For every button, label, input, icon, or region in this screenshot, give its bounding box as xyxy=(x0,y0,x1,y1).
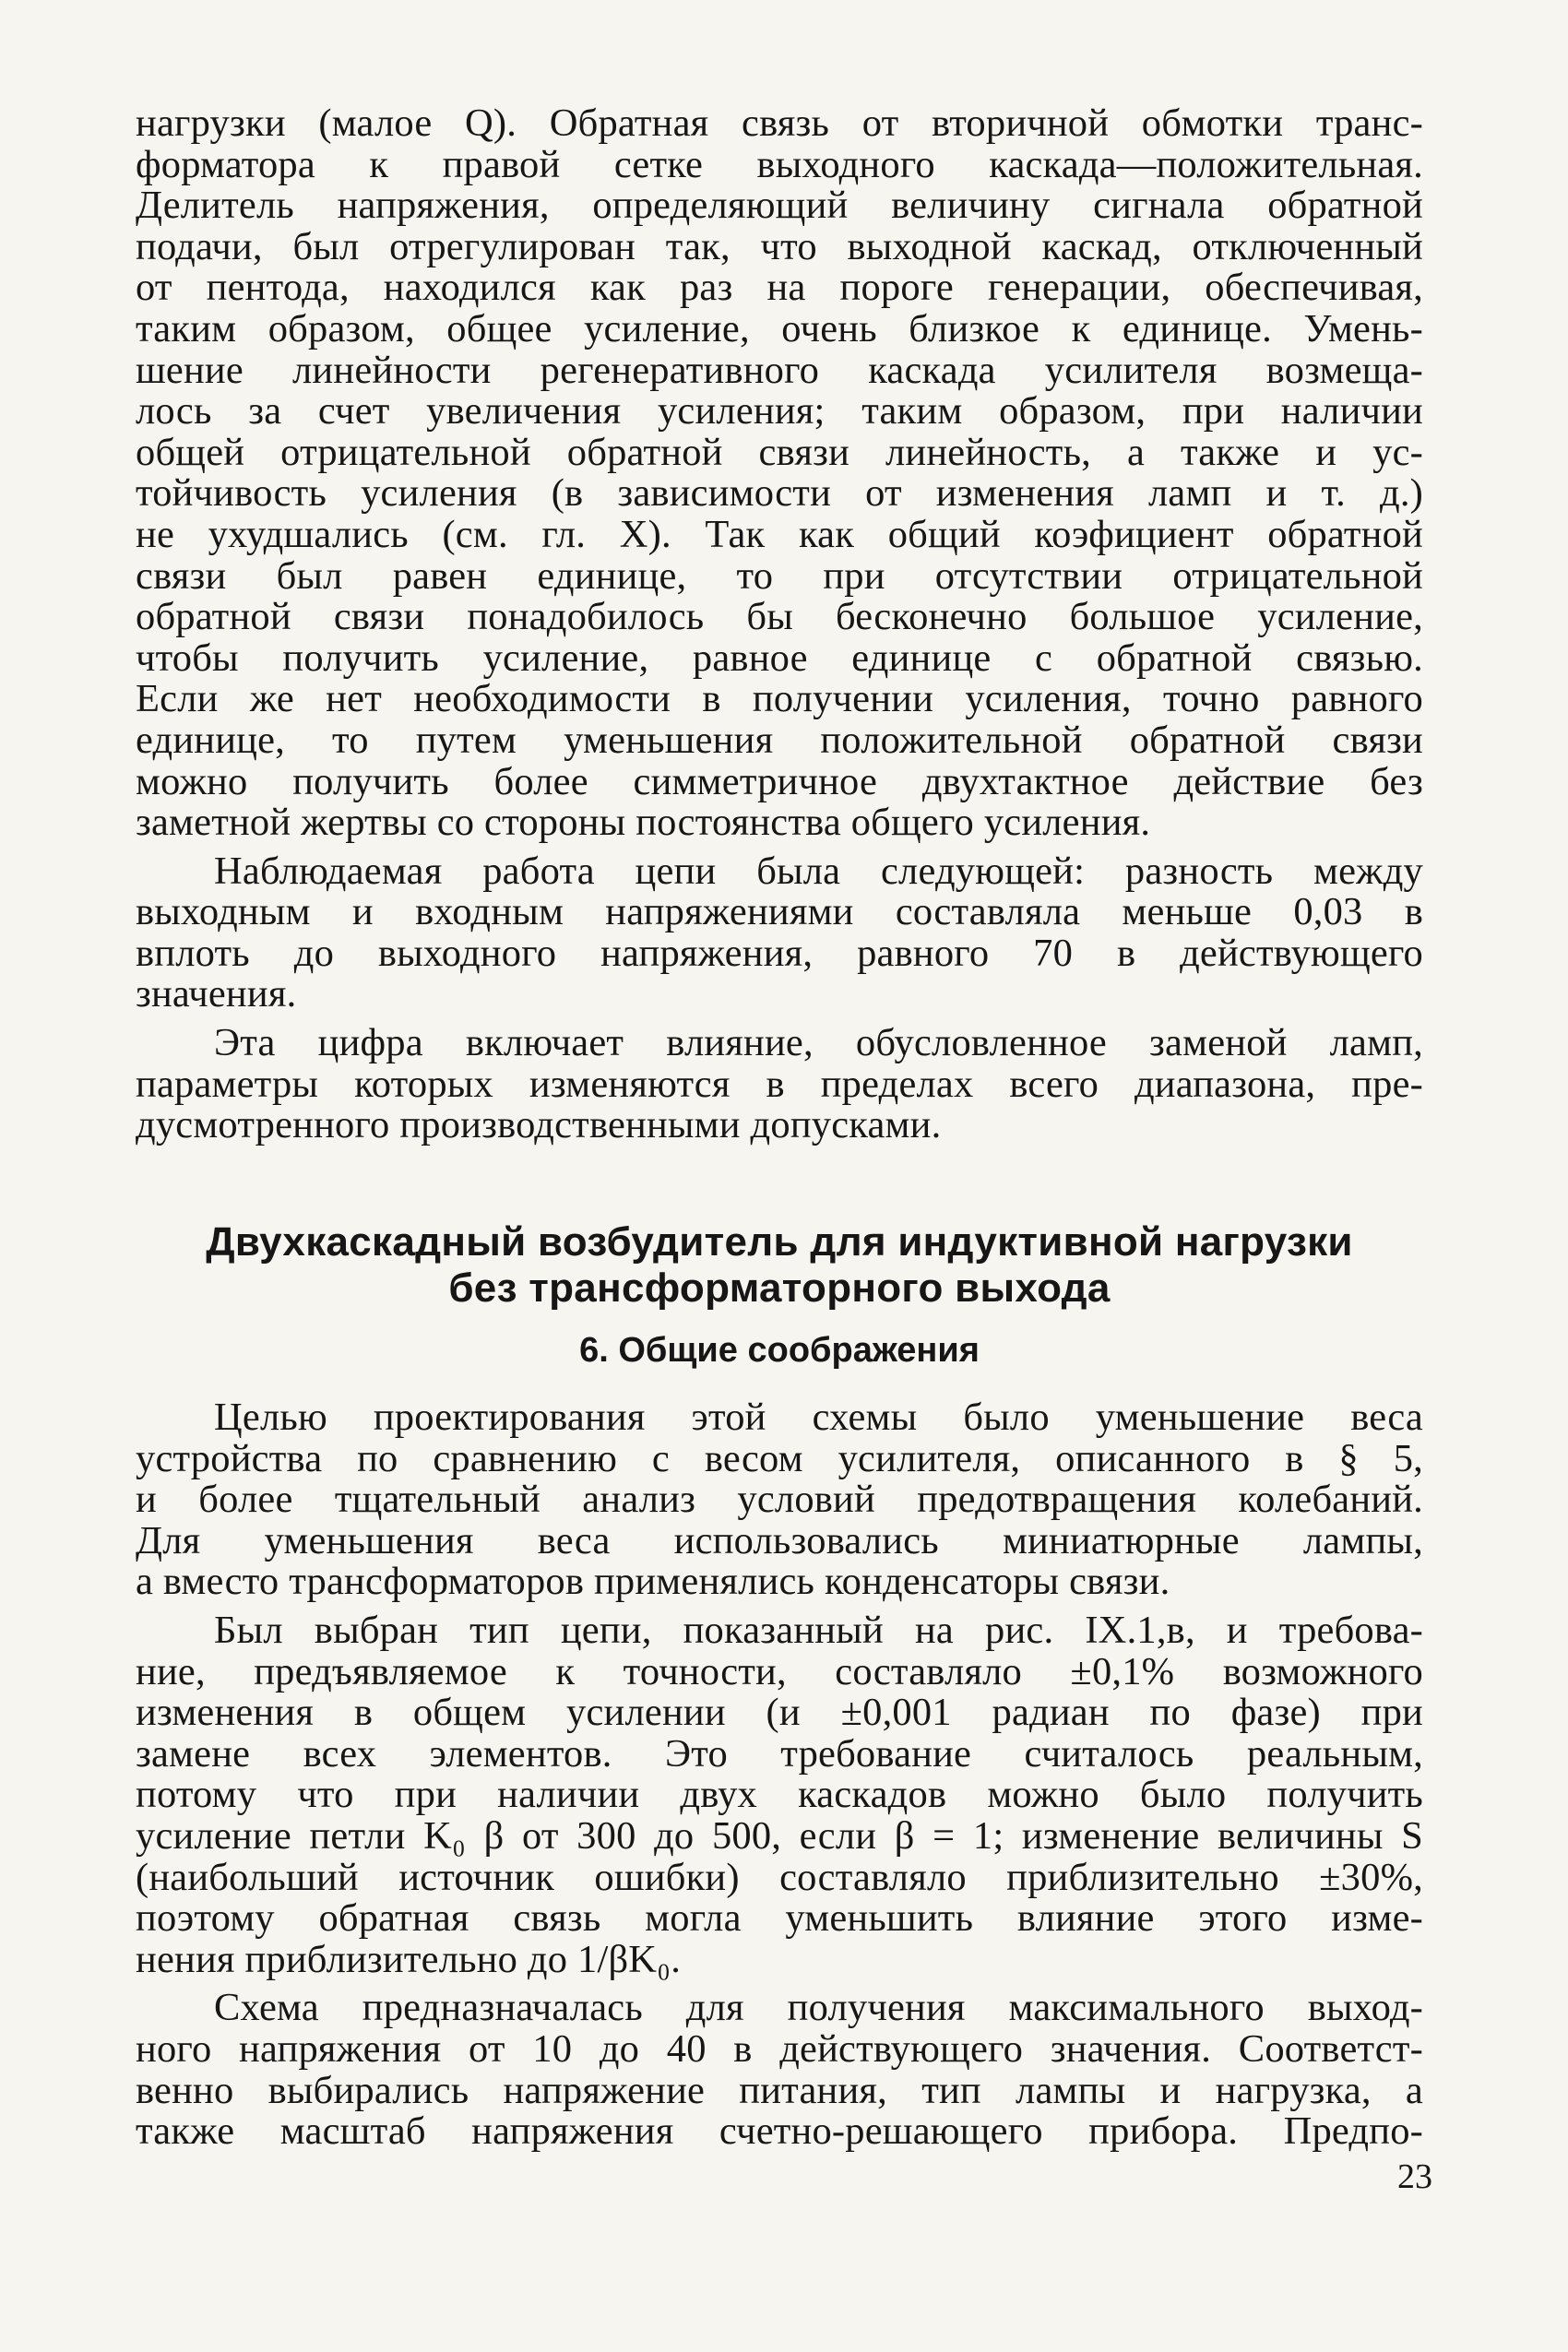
text-line: заметной жертвы со стороны постоянства общего усиления. xyxy=(136,801,1151,845)
text-line: и более тщательный анализ условий предотвращения колебаний. xyxy=(136,1478,1423,1522)
text-line: шение линейности регенеративного каскада усилителя возмеща- xyxy=(136,348,1423,392)
text-block-bottom xyxy=(136,1397,1423,2153)
subsection-heading xyxy=(136,1330,1423,1371)
text-line: связи был равен единице, то при отсутствии отрицательной xyxy=(136,553,1423,598)
paragraph xyxy=(136,1988,1423,2152)
text-line: нагрузки (малое Q). Обратная связь от вторичной обмотки транс- xyxy=(136,101,1423,145)
text-line: таким образом, общее усиление, очень близкое к единице. Умень- xyxy=(136,306,1423,350)
text-line: Эта цифра включает влияние, обусловленное заменой ламп, xyxy=(214,1021,1423,1065)
text-line: форматора к правой сетке выходного каскада—положительная. xyxy=(136,142,1423,186)
text-line: тойчивость усиления (в зависимости от изменения ламп и т. д.) xyxy=(136,471,1423,516)
text-line: Целью проектирования этой схемы было уменьшение веса xyxy=(214,1396,1423,1439)
text-line: единице, то путем уменьшения положительной обратной связи xyxy=(136,718,1423,762)
paragraph xyxy=(136,103,1423,844)
text-line: от пентода, находился как раз на пороге генерации, обеспечивая, xyxy=(136,266,1423,310)
text-line: дусмотренного производственными допусками. xyxy=(136,1103,942,1147)
section-heading xyxy=(136,1219,1423,1312)
text-line: замене всех элементов. Это требование считалось реальным, xyxy=(136,1731,1423,1776)
text-line: значения. xyxy=(136,972,297,1016)
text-line: изменения в общем усилении (и ±0,001 радиан по фазе) при xyxy=(136,1691,1423,1735)
text-line: вплоть до выходного напряжения, равного 70 в действующего xyxy=(136,931,1423,975)
text-line: подачи, был отрегулирован так, что выходной каскад, отключенный xyxy=(136,224,1423,268)
text-line: лось за счет увеличения усиления; таким образом, при наличии xyxy=(136,389,1423,434)
text-line: Если же нет необходимости в получении усиления, точно равного xyxy=(136,677,1423,721)
text-line: можно получить более симметричное двухтактное действие без xyxy=(136,759,1423,803)
text-line: также масштаб напряжения счетно-решающего прибора. Предпо- xyxy=(136,2109,1423,2154)
paragraph xyxy=(136,1023,1423,1146)
text-line: обратной связи понадобилось бы бесконечно большое усиление, xyxy=(136,595,1423,639)
text-line: поэтому обратная связь могла уменьшить влияние этого изме- xyxy=(136,1896,1423,1941)
paragraph xyxy=(136,1397,1423,1603)
text-line: ного напряжения от 10 до 40 в действующего значения. Соответст- xyxy=(136,2026,1423,2071)
text-line: устройства по сравнению с весом усилителя, описанного в § 5, xyxy=(136,1436,1423,1480)
text-line: венно выбирались напряжение питания, тип лампы и нагрузка, а xyxy=(136,2068,1423,2112)
text-line: Был выбран тип цепи, показанный на рис. IX.1,в, и требова- xyxy=(214,1608,1423,1652)
paragraph xyxy=(136,851,1423,1016)
page-number: 23 xyxy=(1397,2157,1432,2196)
text-line: параметры которых изменяются в пределах всего диапазона, пре- xyxy=(136,1062,1423,1106)
text-line: Делитель напряжения, определяющий величину сигнала обратной xyxy=(136,184,1423,228)
text-line: а вместо трансформаторов применялись конденсаторы связи. xyxy=(136,1560,1170,1604)
text-block-top xyxy=(136,103,1423,1146)
text-line: (наибольший источник ошибки) составляло приблизительно ±30%, xyxy=(136,1855,1423,1899)
heading-line: Двухкаскадный возбудитель для индуктивной нагрузки xyxy=(206,1219,1353,1265)
text-line: Для уменьшения веса использовались миниатюрные лампы, xyxy=(136,1518,1423,1562)
text-line: не ухудшались (см. гл. X). Так как общий коэфициент обратной xyxy=(136,512,1423,556)
text-line: чтобы получить усиление, равное единице с обратной связью. xyxy=(136,636,1423,680)
text-line: Наблюдаемая работа цепи была следующей: разность между xyxy=(214,849,1423,893)
text-line: потому что при наличии двух каскадов можно было получить xyxy=(136,1773,1423,1817)
text-line: выходным и входным напряжениями составляла меньше 0,03 в xyxy=(136,890,1423,934)
heading-line: без трансформаторного выхода xyxy=(448,1265,1111,1311)
paragraph xyxy=(136,1610,1423,1980)
text-line: Схема предназначалась для получения максимального выход- xyxy=(214,1986,1423,2030)
subheading-title: 6. Общие соображения xyxy=(579,1331,980,1370)
text-line: ние, предъявляемое к точности, составляло ±0,1% возможного xyxy=(136,1649,1423,1693)
text-line: общей отрицательной обратной связи линейность, а также и ус- xyxy=(136,430,1423,474)
text-line: усиление петли K₀ β от 300 до 500, если β = 1; изменение величины S xyxy=(136,1813,1423,1858)
text-line: нения приблизительно до 1/βK₀. xyxy=(136,1937,682,1981)
